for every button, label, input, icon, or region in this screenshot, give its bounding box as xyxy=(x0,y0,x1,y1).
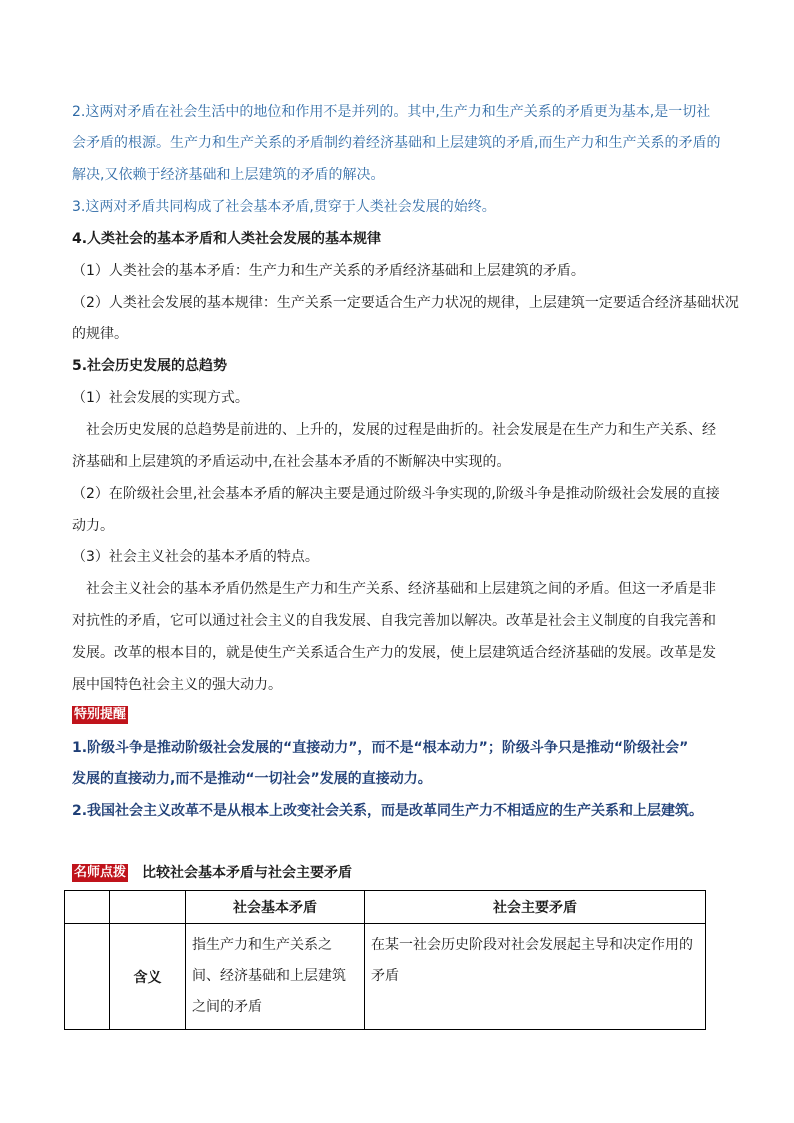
teacher-tip-tag: 名师点拨 xyxy=(74,865,127,880)
section-4-item-2-line-2: 的规律。 xyxy=(72,326,128,342)
section-5-item-2-line-2: 动力。 xyxy=(72,518,114,534)
special-reminder-tag: 特别提醒 xyxy=(74,707,127,722)
paragraph-3: 3.这两对矛盾共同构成了社会基本矛盾,贯穿于人类社会发展的始终。 xyxy=(72,199,496,215)
section-5-heading: 5.社会历史发展的总趋势 xyxy=(72,358,228,374)
section-5-text-1-line-2: 济基础和上层建筑的矛盾运动中,在社会基本矛盾的不断解决中实现的。 xyxy=(72,454,511,470)
section-5-text-3-line-3: 发展。改革的根本目的，就是使生产关系适合生产力的发展，使上层建筑适合经济基础的发展。改革是发 xyxy=(72,645,716,661)
table-header-col2: 社会主要矛盾 xyxy=(365,891,706,924)
reminder-1-line-2: 发展的直接动力,而不是推动“一切社会”发展的直接动力。 xyxy=(72,771,432,787)
section-5-text-3-line-2: 对抗性的矛盾，它可以通过社会主义的自我发展、自我完善加以解决。改革是社会主义制度的自我完善和 xyxy=(72,613,716,629)
table-cell-col1: 指生产力和生产关系之间、经济基础和上层建筑之间的矛盾 xyxy=(186,924,365,1030)
table-row xyxy=(65,924,706,1030)
section-5-item-3: （3）社会主义社会的基本矛盾的特点。 xyxy=(72,549,319,565)
table-header-empty-1 xyxy=(65,891,110,924)
comparison-title: 比较社会基本矛盾与社会主要矛盾 xyxy=(142,865,352,881)
table-header-row xyxy=(65,891,706,924)
section-5-item-1: （1）社会发展的实现方式。 xyxy=(72,390,249,406)
section-5-text-3-line-4: 展中国特色社会主义的强大动力。 xyxy=(72,677,282,693)
table-header-col1: 社会基本矛盾 xyxy=(186,891,365,924)
section-5-item-2-line-1: （2）在阶级社会里,社会基本矛盾的解决主要是通过阶级斗争实现的,阶级斗争是推动阶级社会发展的直接 xyxy=(72,486,720,502)
section-4-heading: 4.人类社会的基本矛盾和人类社会发展的基本规律 xyxy=(72,231,382,247)
table-cell-col2: 在某一社会历史阶段对社会发展起主导和决定作用的矛盾 xyxy=(365,924,706,1030)
section-4-item-1: （1）人类社会的基本矛盾：生产力和生产关系的矛盾经济基础和上层建筑的矛盾。 xyxy=(72,263,585,279)
section-5-text-3-line-1: 社会主义社会的基本矛盾仍然是生产力和生产关系、经济基础和上层建筑之间的矛盾。但这一矛盾是非 xyxy=(72,581,716,597)
paragraph-2-line-1: 2.这两对矛盾在社会生活中的地位和作用不是并列的。其中,生产力和生产关系的矛盾更为基本,是一切社 xyxy=(72,104,711,120)
section-5-text-1-line-1: 社会历史发展的总趋势是前进的、上升的，发展的过程是曲折的。社会发展是在生产力和生产关系、经 xyxy=(72,422,716,438)
reminder-1-line-1: 1.阶级斗争是推动阶级社会发展的“直接动力”，而不是“根本动力”；阶级斗争只是推动“阶级社会” xyxy=(72,740,689,756)
paragraph-2-line-3: 解决,又依赖于经济基础和上层建筑的矛盾的解决。 xyxy=(72,167,385,183)
reminder-2: 2.我国社会主义改革不是从根本上改变社会关系，而是改革同生产力不相适应的生产关系和上层建筑。 xyxy=(72,803,704,819)
section-4-item-2-line-1: （2）人类社会发展的基本规律：生产关系一定要适合生产力状况的规律，上层建筑一定要适合经济基础状况 xyxy=(72,295,739,311)
comparison-table xyxy=(64,890,706,1030)
table-cell-empty xyxy=(65,924,110,1030)
paragraph-2-line-2: 会矛盾的根源。生产力和生产关系的矛盾制约着经济基础和上层建筑的矛盾,而生产力和生产关系的矛盾的 xyxy=(72,135,721,151)
table-row-label: 含义 xyxy=(110,924,186,1030)
table-header-empty-2 xyxy=(110,891,186,924)
